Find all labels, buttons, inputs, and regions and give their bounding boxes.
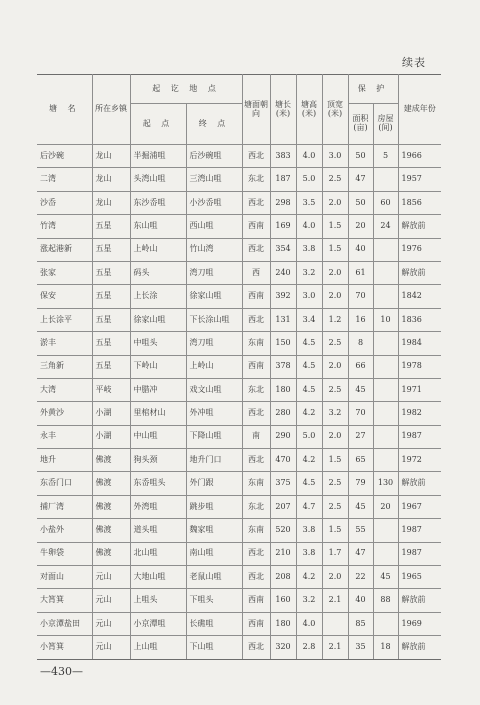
cell-town: 元山 bbox=[92, 589, 130, 612]
cell-houses bbox=[373, 542, 398, 565]
page-number: —430— bbox=[40, 665, 83, 678]
header-row-top bbox=[37, 75, 441, 104]
cell-town: 五星 bbox=[92, 215, 130, 238]
cell-area: 70 bbox=[348, 402, 373, 425]
cell-top-width: 2.0 bbox=[322, 285, 348, 308]
cell-start: 里棺材山 bbox=[130, 402, 186, 425]
cell-pond-name: 牛卵袋 bbox=[37, 542, 92, 565]
cell-start: 码头 bbox=[130, 261, 186, 284]
cell-face: 东南 bbox=[242, 472, 270, 495]
cell-start: 外湾咀 bbox=[130, 495, 186, 518]
cell-pond-name: 上长涂平 bbox=[37, 308, 92, 331]
cell-start: 小京潭咀 bbox=[130, 612, 186, 635]
cell-area: 45 bbox=[348, 495, 373, 518]
cell-top-width: 2.0 bbox=[322, 191, 348, 214]
cell-height: 4.0 bbox=[296, 145, 322, 168]
table-row bbox=[37, 519, 441, 542]
cell-start: 中腊冲 bbox=[130, 378, 186, 401]
cell-height: 3.8 bbox=[296, 519, 322, 542]
header-houses: 房屋(间) bbox=[373, 104, 398, 145]
cell-length: 470 bbox=[270, 449, 296, 472]
cell-top-width: 1.2 bbox=[322, 308, 348, 331]
cell-top-width: 2.1 bbox=[322, 589, 348, 612]
cell-length: 180 bbox=[270, 612, 296, 635]
continued-label: 续表 bbox=[402, 56, 426, 69]
cell-year: 1965 bbox=[398, 566, 441, 589]
table-body bbox=[37, 145, 441, 660]
cell-houses bbox=[373, 612, 398, 635]
cell-start: 东山咀 bbox=[130, 215, 186, 238]
cell-height: 4.0 bbox=[296, 215, 322, 238]
cell-year: 1987 bbox=[398, 542, 441, 565]
cell-houses: 24 bbox=[373, 215, 398, 238]
cell-start: 北山咀 bbox=[130, 542, 186, 565]
cell-height: 5.0 bbox=[296, 425, 322, 448]
cell-length: 280 bbox=[270, 402, 296, 425]
cell-face: 西南 bbox=[242, 612, 270, 635]
cell-face: 西北 bbox=[242, 191, 270, 214]
cell-pond-name: 小盐外 bbox=[37, 519, 92, 542]
cell-top-width: 2.0 bbox=[322, 355, 348, 378]
cell-start: 东岙咀头 bbox=[130, 472, 186, 495]
cell-face: 西南 bbox=[242, 285, 270, 308]
cell-area: 79 bbox=[348, 472, 373, 495]
cell-pond-name: 张家 bbox=[37, 261, 92, 284]
cell-top-width: 2.5 bbox=[322, 495, 348, 518]
cell-face: 西南 bbox=[242, 215, 270, 238]
header-area: 面积(亩) bbox=[348, 104, 373, 145]
cell-area: 70 bbox=[348, 285, 373, 308]
cell-face: 西北 bbox=[242, 566, 270, 589]
cell-pond-name: 涨起港新 bbox=[37, 238, 92, 261]
table-row bbox=[37, 355, 441, 378]
cell-face: 东北 bbox=[242, 378, 270, 401]
cell-area: 47 bbox=[348, 168, 373, 191]
cell-end: 魏家咀 bbox=[186, 519, 242, 542]
cell-pond-name: 大筲箕 bbox=[37, 589, 92, 612]
table-row bbox=[37, 215, 441, 238]
cell-face: 南 bbox=[242, 425, 270, 448]
cell-start: 上长涂 bbox=[130, 285, 186, 308]
embankment-table-container bbox=[37, 74, 441, 660]
cell-end: 上岭山 bbox=[186, 355, 242, 378]
cell-length: 378 bbox=[270, 355, 296, 378]
cell-face: 西北 bbox=[242, 308, 270, 331]
cell-houses bbox=[373, 519, 398, 542]
cell-town: 佛渡 bbox=[92, 519, 130, 542]
cell-height: 4.7 bbox=[296, 495, 322, 518]
table-row bbox=[37, 425, 441, 448]
cell-pond-name: 沙岙 bbox=[37, 191, 92, 214]
cell-length: 131 bbox=[270, 308, 296, 331]
header-length: 塘长(米) bbox=[270, 75, 296, 145]
cell-year: 1987 bbox=[398, 519, 441, 542]
cell-year: 解放前 bbox=[398, 261, 441, 284]
cell-top-width: 2.5 bbox=[322, 168, 348, 191]
header-top-width: 顶宽(米) bbox=[322, 75, 348, 145]
cell-houses bbox=[373, 332, 398, 355]
cell-height: 4.0 bbox=[296, 612, 322, 635]
cell-end: 西山咀 bbox=[186, 215, 242, 238]
cell-top-width: 2.1 bbox=[322, 636, 348, 659]
cell-year: 1978 bbox=[398, 355, 441, 378]
cell-start: 中山咀 bbox=[130, 425, 186, 448]
cell-pond-name: 外黄沙 bbox=[37, 402, 92, 425]
cell-height: 4.5 bbox=[296, 355, 322, 378]
cell-end: 下咀头 bbox=[186, 589, 242, 612]
cell-area: 61 bbox=[348, 261, 373, 284]
cell-end: 三湾山咀 bbox=[186, 168, 242, 191]
cell-top-width: 2.5 bbox=[322, 332, 348, 355]
cell-height: 4.5 bbox=[296, 378, 322, 401]
cell-houses bbox=[373, 355, 398, 378]
cell-town: 元山 bbox=[92, 636, 130, 659]
cell-year: 1969 bbox=[398, 612, 441, 635]
cell-area: 50 bbox=[348, 145, 373, 168]
cell-houses bbox=[373, 402, 398, 425]
header-town: 所在乡镇 bbox=[92, 75, 130, 145]
cell-length: 208 bbox=[270, 566, 296, 589]
cell-start: 大地山咀 bbox=[130, 566, 186, 589]
cell-top-width: 2.5 bbox=[322, 378, 348, 401]
cell-town: 五星 bbox=[92, 261, 130, 284]
cell-face: 西北 bbox=[242, 542, 270, 565]
cell-town: 佛渡 bbox=[92, 495, 130, 518]
cell-houses bbox=[373, 261, 398, 284]
cell-houses bbox=[373, 449, 398, 472]
cell-year: 1984 bbox=[398, 332, 441, 355]
cell-length: 160 bbox=[270, 589, 296, 612]
cell-end: 竹山湾 bbox=[186, 238, 242, 261]
cell-length: 187 bbox=[270, 168, 296, 191]
cell-top-width: 1.7 bbox=[322, 542, 348, 565]
cell-pond-name: 对面山 bbox=[37, 566, 92, 589]
cell-start: 上山咀 bbox=[130, 636, 186, 659]
cell-height: 3.0 bbox=[296, 285, 322, 308]
table-row bbox=[37, 566, 441, 589]
cell-houses bbox=[373, 238, 398, 261]
cell-end: 老鼠山咀 bbox=[186, 566, 242, 589]
cell-end: 地升门口 bbox=[186, 449, 242, 472]
cell-houses: 5 bbox=[373, 145, 398, 168]
cell-top-width: 3.0 bbox=[322, 145, 348, 168]
cell-height: 3.5 bbox=[296, 191, 322, 214]
cell-length: 320 bbox=[270, 636, 296, 659]
table-row bbox=[37, 168, 441, 191]
cell-face: 西北 bbox=[242, 238, 270, 261]
cell-height: 4.2 bbox=[296, 449, 322, 472]
cell-length: 210 bbox=[270, 542, 296, 565]
cell-length: 207 bbox=[270, 495, 296, 518]
cell-end: 湾刀咀 bbox=[186, 261, 242, 284]
cell-height: 3.4 bbox=[296, 308, 322, 331]
cell-year: 1987 bbox=[398, 425, 441, 448]
cell-area: 85 bbox=[348, 612, 373, 635]
cell-town: 龙山 bbox=[92, 191, 130, 214]
cell-pond-name: 小筲箕 bbox=[37, 636, 92, 659]
cell-pond-name: 三角新 bbox=[37, 355, 92, 378]
cell-pond-name: 后沙碗 bbox=[37, 145, 92, 168]
cell-start: 下岭山 bbox=[130, 355, 186, 378]
cell-pond-name: 地升 bbox=[37, 449, 92, 472]
cell-length: 375 bbox=[270, 472, 296, 495]
cell-end: 外门跟 bbox=[186, 472, 242, 495]
cell-year: 1971 bbox=[398, 378, 441, 401]
cell-length: 169 bbox=[270, 215, 296, 238]
cell-year: 1842 bbox=[398, 285, 441, 308]
cell-houses: 45 bbox=[373, 566, 398, 589]
cell-year: 解放前 bbox=[398, 472, 441, 495]
cell-top-width: 3.2 bbox=[322, 402, 348, 425]
cell-face: 西北 bbox=[242, 449, 270, 472]
header-year: 建成年份 bbox=[398, 75, 441, 145]
cell-area: 20 bbox=[348, 215, 373, 238]
header-start-end: 起 讫 地 点 bbox=[130, 75, 242, 104]
cell-year: 1967 bbox=[398, 495, 441, 518]
table-row bbox=[37, 542, 441, 565]
cell-height: 4.2 bbox=[296, 566, 322, 589]
cell-area: 55 bbox=[348, 519, 373, 542]
cell-length: 392 bbox=[270, 285, 296, 308]
cell-height: 3.2 bbox=[296, 261, 322, 284]
cell-area: 45 bbox=[348, 378, 373, 401]
cell-year: 1972 bbox=[398, 449, 441, 472]
header-end: 终 点 bbox=[186, 104, 242, 145]
cell-pond-name: 大湾 bbox=[37, 378, 92, 401]
cell-height: 4.2 bbox=[296, 402, 322, 425]
cell-houses bbox=[373, 285, 398, 308]
cell-town: 元山 bbox=[92, 566, 130, 589]
cell-houses bbox=[373, 378, 398, 401]
table-row bbox=[37, 261, 441, 284]
cell-start: 上咀头 bbox=[130, 589, 186, 612]
cell-face: 东北 bbox=[242, 168, 270, 191]
cell-houses: 10 bbox=[373, 308, 398, 331]
cell-year: 解放前 bbox=[398, 215, 441, 238]
cell-town: 佛渡 bbox=[92, 449, 130, 472]
cell-end: 长礁咀 bbox=[186, 612, 242, 635]
cell-area: 40 bbox=[348, 589, 373, 612]
cell-face: 东南 bbox=[242, 332, 270, 355]
cell-end: 徐家山咀 bbox=[186, 285, 242, 308]
header-protect: 保 护 bbox=[348, 75, 398, 104]
cell-area: 50 bbox=[348, 191, 373, 214]
table-row bbox=[37, 402, 441, 425]
table-row bbox=[37, 191, 441, 214]
cell-end: 下山咀 bbox=[186, 636, 242, 659]
cell-town: 元山 bbox=[92, 612, 130, 635]
table-row bbox=[37, 332, 441, 355]
cell-top-width: 2.5 bbox=[322, 472, 348, 495]
header-height: 塘高(米) bbox=[296, 75, 322, 145]
cell-pond-name: 二湾 bbox=[37, 168, 92, 191]
cell-houses bbox=[373, 168, 398, 191]
cell-houses: 60 bbox=[373, 191, 398, 214]
cell-top-width: 2.0 bbox=[322, 261, 348, 284]
cell-start: 徐家山咀 bbox=[130, 308, 186, 331]
cell-height: 5.0 bbox=[296, 168, 322, 191]
cell-year: 解放前 bbox=[398, 636, 441, 659]
cell-height: 2.8 bbox=[296, 636, 322, 659]
cell-pond-name: 保安 bbox=[37, 285, 92, 308]
cell-end: 下长涂山咀 bbox=[186, 308, 242, 331]
cell-face: 西北 bbox=[242, 636, 270, 659]
cell-pond-name: 捕厂湾 bbox=[37, 495, 92, 518]
cell-houses: 20 bbox=[373, 495, 398, 518]
cell-top-width: 2.0 bbox=[322, 425, 348, 448]
table-row bbox=[37, 238, 441, 261]
cell-start: 中咀头 bbox=[130, 332, 186, 355]
cell-top-width: 1.5 bbox=[322, 238, 348, 261]
cell-town: 佛渡 bbox=[92, 472, 130, 495]
cell-length: 240 bbox=[270, 261, 296, 284]
cell-face: 西南 bbox=[242, 589, 270, 612]
cell-pond-name: 淤丰 bbox=[37, 332, 92, 355]
cell-height: 3.8 bbox=[296, 238, 322, 261]
cell-pond-name: 竹湾 bbox=[37, 215, 92, 238]
table-row bbox=[37, 378, 441, 401]
cell-area: 22 bbox=[348, 566, 373, 589]
cell-year: 1966 bbox=[398, 145, 441, 168]
cell-face: 东北 bbox=[242, 495, 270, 518]
cell-face: 西 bbox=[242, 261, 270, 284]
cell-start: 头湾山咀 bbox=[130, 168, 186, 191]
cell-houses bbox=[373, 425, 398, 448]
cell-end: 南山咀 bbox=[186, 542, 242, 565]
cell-year: 1856 bbox=[398, 191, 441, 214]
cell-start: 半掘浦咀 bbox=[130, 145, 186, 168]
cell-end: 跳步咀 bbox=[186, 495, 242, 518]
cell-town: 小湖 bbox=[92, 425, 130, 448]
cell-start: 狗头颈 bbox=[130, 449, 186, 472]
cell-year: 1982 bbox=[398, 402, 441, 425]
cell-face: 西北 bbox=[242, 145, 270, 168]
cell-length: 383 bbox=[270, 145, 296, 168]
cell-top-width: 1.5 bbox=[322, 215, 348, 238]
cell-year: 1836 bbox=[398, 308, 441, 331]
cell-end: 后沙碗咀 bbox=[186, 145, 242, 168]
table-row bbox=[37, 145, 441, 168]
cell-start: 东沙岙咀 bbox=[130, 191, 186, 214]
cell-length: 180 bbox=[270, 378, 296, 401]
header-face: 塘面朝向 bbox=[242, 75, 270, 145]
table-row bbox=[37, 636, 441, 659]
cell-year: 解放前 bbox=[398, 589, 441, 612]
cell-area: 66 bbox=[348, 355, 373, 378]
table-row bbox=[37, 495, 441, 518]
table-header bbox=[37, 75, 441, 145]
cell-end: 下降山咀 bbox=[186, 425, 242, 448]
cell-height: 3.2 bbox=[296, 589, 322, 612]
table-row bbox=[37, 612, 441, 635]
cell-pond-name: 永丰 bbox=[37, 425, 92, 448]
table-row bbox=[37, 308, 441, 331]
cell-town: 五星 bbox=[92, 308, 130, 331]
cell-top-width: 1.5 bbox=[322, 449, 348, 472]
cell-start: 道头咀 bbox=[130, 519, 186, 542]
cell-top-width: 1.5 bbox=[322, 519, 348, 542]
cell-top-width: 2.0 bbox=[322, 566, 348, 589]
table-row bbox=[37, 472, 441, 495]
cell-town: 龙山 bbox=[92, 145, 130, 168]
cell-town: 五星 bbox=[92, 238, 130, 261]
table-row bbox=[37, 589, 441, 612]
cell-length: 298 bbox=[270, 191, 296, 214]
cell-area: 47 bbox=[348, 542, 373, 565]
cell-pond-name: 小京潭盐田 bbox=[37, 612, 92, 635]
table-row bbox=[37, 449, 441, 472]
cell-houses: 88 bbox=[373, 589, 398, 612]
cell-height: 3.8 bbox=[296, 542, 322, 565]
cell-face: 东南 bbox=[242, 519, 270, 542]
cell-end: 外冲咀 bbox=[186, 402, 242, 425]
cell-face: 西南 bbox=[242, 355, 270, 378]
cell-town: 五星 bbox=[92, 355, 130, 378]
cell-height: 4.5 bbox=[296, 332, 322, 355]
cell-start: 上岭山 bbox=[130, 238, 186, 261]
cell-year: 1957 bbox=[398, 168, 441, 191]
cell-face: 西北 bbox=[242, 402, 270, 425]
cell-pond-name: 东岙门口 bbox=[37, 472, 92, 495]
cell-houses: 18 bbox=[373, 636, 398, 659]
cell-area: 35 bbox=[348, 636, 373, 659]
cell-houses: 130 bbox=[373, 472, 398, 495]
cell-length: 290 bbox=[270, 425, 296, 448]
cell-town: 五星 bbox=[92, 332, 130, 355]
cell-town: 小湖 bbox=[92, 402, 130, 425]
header-start: 起 点 bbox=[130, 104, 186, 145]
header-pond-name: 塘 名 bbox=[37, 75, 92, 145]
cell-year: 1976 bbox=[398, 238, 441, 261]
cell-town: 平岐 bbox=[92, 378, 130, 401]
cell-area: 27 bbox=[348, 425, 373, 448]
cell-town: 佛渡 bbox=[92, 542, 130, 565]
cell-area: 16 bbox=[348, 308, 373, 331]
cell-area: 65 bbox=[348, 449, 373, 472]
cell-end: 小沙岙咀 bbox=[186, 191, 242, 214]
cell-length: 150 bbox=[270, 332, 296, 355]
cell-length: 520 bbox=[270, 519, 296, 542]
cell-height: 4.5 bbox=[296, 472, 322, 495]
embankment-table bbox=[37, 74, 441, 660]
cell-area: 40 bbox=[348, 238, 373, 261]
cell-top-width bbox=[322, 612, 348, 635]
cell-area: 8 bbox=[348, 332, 373, 355]
cell-town: 龙山 bbox=[92, 168, 130, 191]
cell-end: 湾刀咀 bbox=[186, 332, 242, 355]
cell-length: 354 bbox=[270, 238, 296, 261]
cell-town: 五星 bbox=[92, 285, 130, 308]
cell-end: 戏文山咀 bbox=[186, 378, 242, 401]
table-row bbox=[37, 285, 441, 308]
